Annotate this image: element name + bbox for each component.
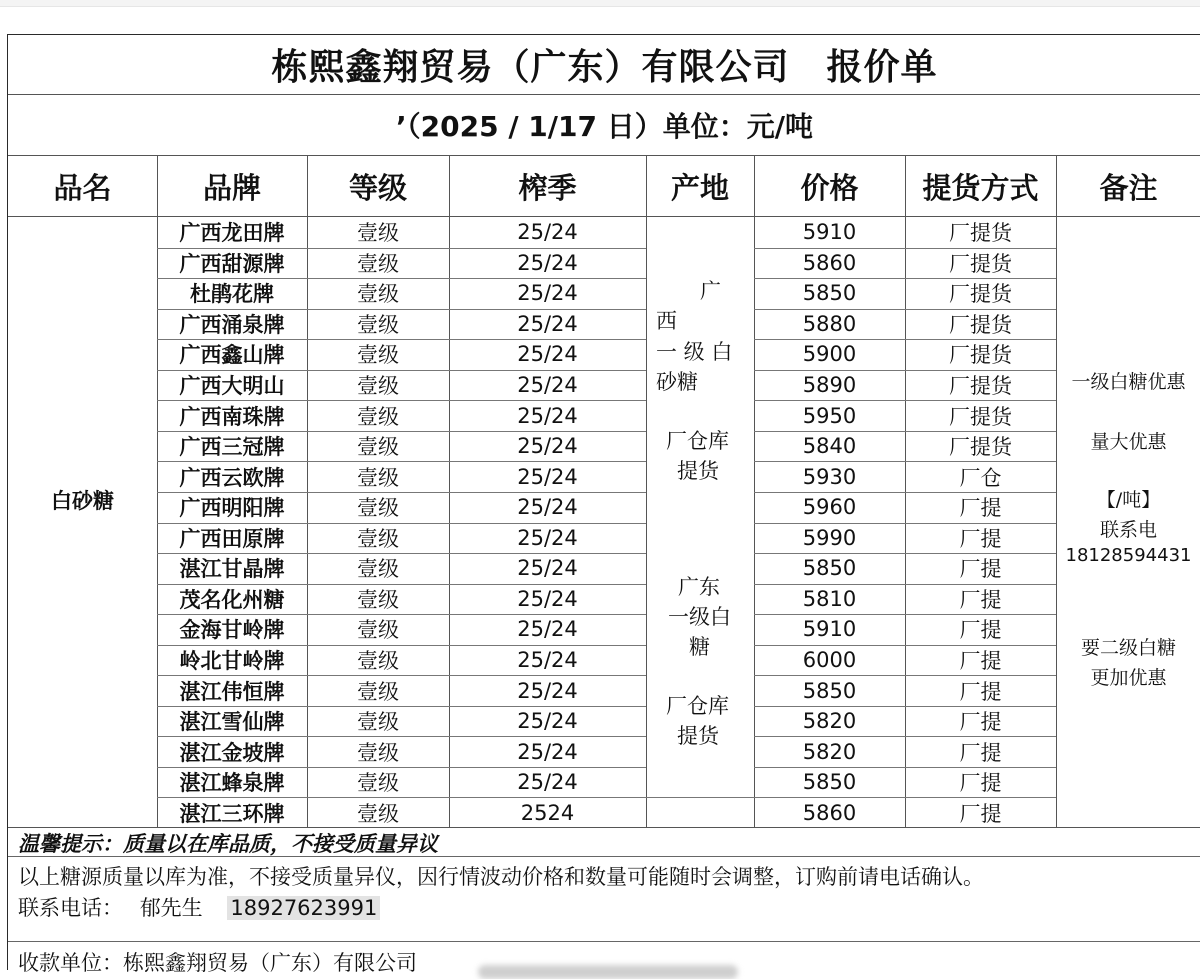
remark-discount: 一级白糖优惠 — [1071, 371, 1186, 393]
header-grade: 等级 — [348, 170, 407, 205]
price-cell: 5860 — [802, 250, 857, 275]
season-cell: 25/24 — [517, 647, 578, 672]
grade-cell: 壹级 — [357, 312, 399, 337]
payee-line: 收款单位：栋熙鑫翔贸易（广东）有限公司 — [18, 951, 417, 975]
grade-cell: 壹级 — [357, 771, 399, 796]
pickup-cell: 厂提 — [959, 679, 1002, 704]
pickup-cell: 厂提货 — [949, 251, 1012, 276]
pickup-cell: 厂提 — [959, 740, 1002, 765]
contact-line — [18, 892, 380, 922]
season-cell: 2524 — [520, 800, 575, 825]
price-cell: 5890 — [802, 373, 857, 397]
origin-guangxi-line: 厂仓库 — [666, 429, 729, 453]
price-cell: 5930 — [802, 464, 857, 489]
header-season: 榨季 — [518, 170, 577, 205]
pickup-cell: 厂提货 — [949, 282, 1012, 307]
brand-cell: 湛江甘晶牌 — [179, 557, 285, 582]
quotation-sheet — [7, 34, 1200, 975]
season-cell: 25/24 — [517, 709, 578, 734]
quality-tip: 温馨提示：质量以在库品质，不接受质量异议 — [18, 832, 438, 856]
grade-cell: 壹级 — [357, 679, 399, 704]
season-cell: 25/24 — [517, 403, 578, 428]
redacted-region — [478, 965, 738, 979]
pickup-cell: 厂提货 — [949, 374, 1012, 398]
contact-rule — [8, 941, 1200, 942]
pricing-notice: 以上糖源质量以库为准，不接受质量异仪，因行情波动价格和数量可能随时会调整，订购前请电话确认。 — [18, 865, 984, 889]
date-unit-line: ’（2025 / 1/17 日）单位：元/吨 — [8, 95, 1200, 156]
product-name: 白砂糖 — [51, 489, 114, 513]
price-cell: 5910 — [802, 220, 857, 245]
grade-cell: 壹级 — [357, 343, 399, 368]
remark-grade2: 要二级白糖 — [1080, 637, 1176, 659]
tip-rule — [8, 856, 1200, 857]
price-cell: 5850 — [802, 556, 857, 581]
origin-guangxi-line: 提货 — [677, 459, 719, 483]
brand-cell: 湛江蜂泉牌 — [179, 771, 285, 796]
pickup-cell: 厂提 — [959, 771, 1002, 796]
grid-line — [646, 156, 647, 827]
contact-name: 郁先生 — [139, 896, 203, 920]
brand-cell: 湛江金坡牌 — [179, 740, 285, 765]
grade-cell: 壹级 — [357, 465, 399, 490]
brand-cell: 湛江雪仙牌 — [179, 710, 285, 735]
grade-cell: 壹级 — [357, 618, 399, 643]
contact-phone[interactable]: 18927623991 — [227, 896, 380, 920]
pickup-cell: 厂提货 — [949, 312, 1012, 337]
pickup-cell: 厂提货 — [949, 343, 1012, 368]
price-cell: 5820 — [802, 709, 857, 734]
grade-cell: 壹级 — [357, 435, 399, 460]
header-product-name: 品名 — [53, 170, 112, 205]
season-cell: 25/24 — [517, 220, 578, 245]
price-cell: 5810 — [802, 586, 857, 611]
pickup-cell: 厂仓 — [959, 465, 1002, 490]
grade-cell: 壹级 — [357, 404, 399, 429]
document-title: 栋熙鑫翔贸易（广东）有限公司 报价单 — [8, 35, 1200, 95]
season-cell: 25/24 — [517, 556, 578, 581]
pickup-cell: 厂提 — [959, 526, 1002, 551]
season-cell: 25/24 — [517, 342, 578, 367]
season-cell: 25/24 — [517, 678, 578, 703]
remark-contact-label: 联系电 — [1099, 519, 1157, 541]
price-cell: 5880 — [802, 311, 857, 336]
origin-guangxi-line: 西 — [656, 309, 677, 333]
pickup-cell: 厂提 — [959, 801, 1002, 826]
grade-cell: 壹级 — [357, 557, 399, 582]
brand-cell: 广西涌泉牌 — [179, 312, 285, 337]
season-cell: 25/24 — [517, 586, 578, 611]
price-cell: 5850 — [802, 281, 857, 306]
brand-cell: 广西云欧牌 — [179, 465, 285, 490]
price-cell: 5820 — [802, 739, 857, 764]
grade-cell: 壹级 — [357, 648, 399, 673]
price-cell: 5850 — [802, 770, 857, 795]
season-cell: 25/24 — [517, 434, 578, 459]
grade-cell: 壹级 — [357, 374, 399, 398]
origin-guangdong-line: 广东 — [678, 575, 720, 599]
price-cell: 5850 — [802, 678, 857, 703]
header-pickup: 提货方式 — [922, 170, 1039, 205]
price-cell: 5860 — [802, 800, 857, 825]
price-cell: 5960 — [802, 495, 857, 520]
grade-cell: 壹级 — [357, 740, 399, 765]
price-cell: 5990 — [802, 525, 857, 550]
brand-cell: 杜鹃花牌 — [190, 282, 274, 307]
price-cell: 5910 — [802, 617, 857, 642]
brand-cell: 岭北甘岭牌 — [179, 648, 285, 673]
origin-guangdong-line: 厂仓库 — [666, 694, 729, 718]
pickup-cell: 厂提货 — [949, 435, 1012, 460]
brand-cell: 广西田原牌 — [179, 526, 285, 551]
season-cell: 25/24 — [517, 739, 578, 764]
brand-cell: 茂名化州糖 — [179, 587, 285, 612]
origin-guangxi-line: 广 — [700, 279, 721, 303]
grade-cell: 壹级 — [357, 710, 399, 735]
season-cell: 25/24 — [517, 373, 578, 397]
brand-cell: 广西大明山 — [179, 374, 285, 398]
brand-cell: 广西鑫山牌 — [179, 343, 285, 368]
season-cell: 25/24 — [517, 464, 578, 489]
header-price: 价格 — [800, 170, 859, 205]
pickup-cell: 厂提货 — [949, 404, 1012, 429]
row-rule — [646, 797, 754, 798]
season-cell: 25/24 — [517, 250, 578, 275]
pickup-cell: 厂提 — [959, 587, 1002, 612]
pickup-cell: 厂提 — [959, 648, 1002, 673]
season-cell: 25/24 — [517, 770, 578, 795]
grade-cell: 壹级 — [357, 526, 399, 551]
top-band — [0, 0, 1200, 7]
remark-bulk: 量大优惠 — [1090, 431, 1167, 453]
grade-cell: 壹级 — [357, 587, 399, 612]
brand-cell: 湛江三环牌 — [179, 801, 285, 826]
season-cell: 25/24 — [517, 281, 578, 306]
remark-unit: 【/吨】 — [1096, 489, 1161, 511]
season-cell: 25/24 — [517, 495, 578, 520]
season-cell: 25/24 — [517, 311, 578, 336]
brand-cell: 湛江伟恒牌 — [179, 679, 285, 704]
brand-cell: 金海甘岭牌 — [179, 618, 285, 643]
price-cell: 5840 — [802, 434, 857, 459]
origin-guangdong-line: 糖 — [689, 635, 710, 659]
grade-cell: 壹级 — [357, 801, 399, 826]
origin-guangdong-line: 提货 — [677, 724, 719, 748]
brand-cell: 广西南珠牌 — [179, 404, 285, 429]
grade-cell: 壹级 — [357, 496, 399, 521]
header-origin: 产地 — [670, 170, 729, 205]
origin-guangxi-line: 砂糖 — [656, 370, 698, 394]
season-cell: 25/24 — [517, 525, 578, 550]
grade-cell: 壹级 — [357, 221, 399, 246]
pickup-cell: 厂提 — [959, 710, 1002, 735]
pickup-cell: 厂提 — [959, 618, 1002, 643]
pickup-cell: 厂提 — [959, 496, 1002, 521]
price-cell: 5900 — [802, 342, 857, 367]
season-cell: 25/24 — [517, 617, 578, 642]
pickup-cell: 厂提 — [959, 557, 1002, 582]
remark-contact-phone: 18128594431 — [1065, 545, 1192, 566]
price-cell: 6000 — [802, 647, 857, 672]
grade-cell: 壹级 — [357, 282, 399, 307]
grade-cell: 壹级 — [357, 251, 399, 276]
pickup-cell: 厂提货 — [949, 221, 1012, 246]
contact-label: 联系电话： — [18, 896, 123, 920]
brand-cell: 广西龙田牌 — [179, 221, 285, 246]
origin-guangdong-line: 一级白 — [668, 605, 731, 629]
price-cell: 5950 — [802, 403, 857, 428]
brand-cell: 广西明阳牌 — [179, 496, 285, 521]
brand-cell: 广西甜源牌 — [179, 251, 285, 276]
header-remarks: 备注 — [1099, 170, 1158, 205]
header-brand: 品牌 — [202, 170, 261, 205]
remark-grade2-more: 更加优惠 — [1090, 667, 1167, 689]
brand-cell: 广西三冠牌 — [179, 435, 285, 460]
origin-guangxi-line: 一 级 白 — [656, 340, 733, 364]
